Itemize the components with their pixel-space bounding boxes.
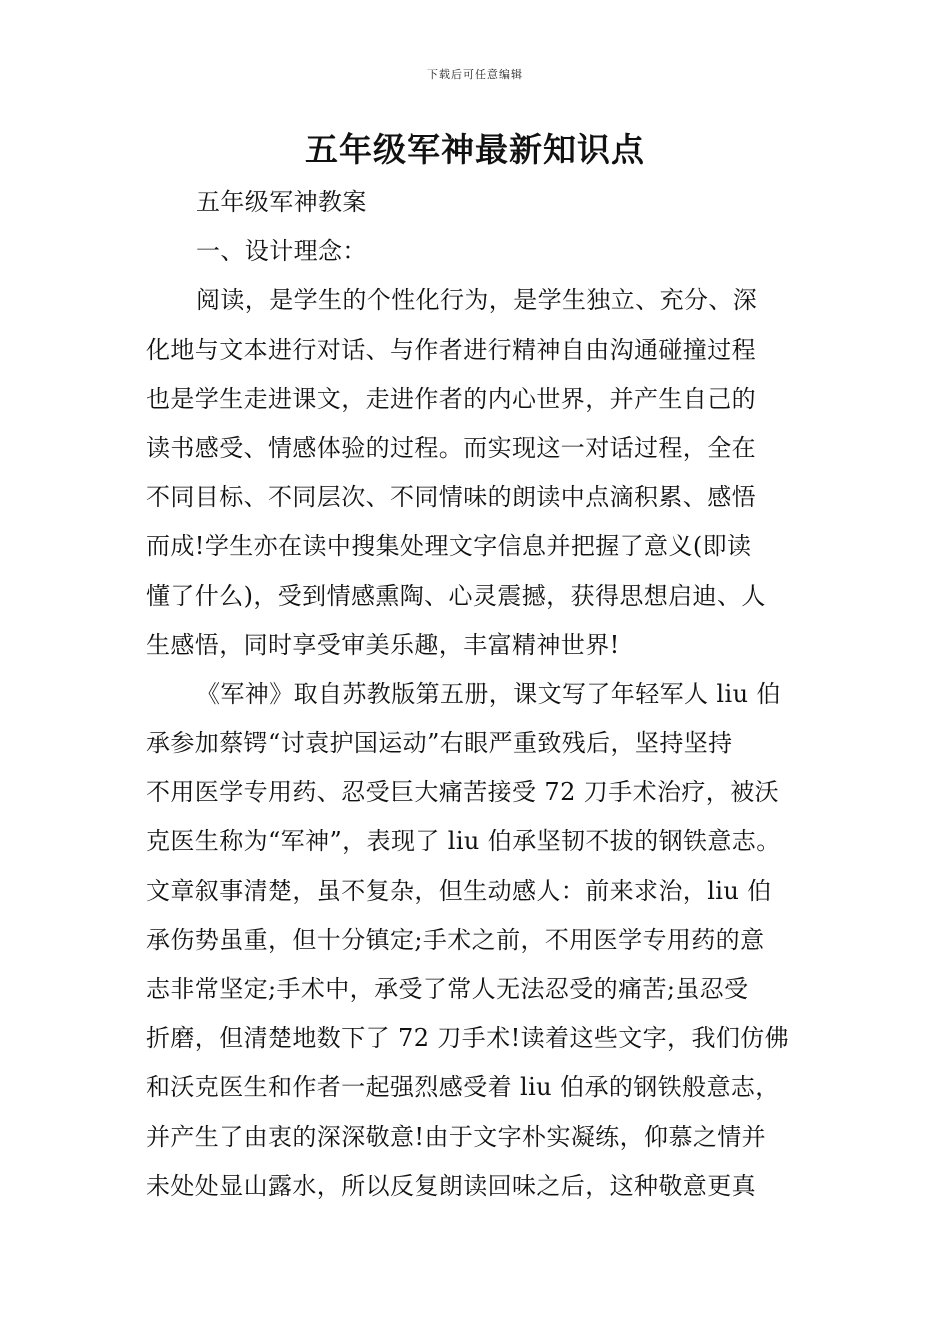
text-line: 承参加蔡锷“讨袁护国运动”右眼严重致残后，坚持坚持 xyxy=(146,729,733,758)
text-line: 文章叙事清楚，虽不复杂，但生动感人：前来求治，liu 伯 xyxy=(146,876,772,905)
text-line: 和沃克医生和作者一起强烈感受着 liu 伯承的钢铁般意志， xyxy=(146,1073,780,1102)
page-title: 五年级军神最新知识点 xyxy=(305,130,645,169)
text-line: 阅读，是学生的个性化行为，是学生独立、充分、深 xyxy=(196,286,758,315)
text-line: 生感悟，同时享受审美乐趣，丰富精神世界! xyxy=(146,630,620,659)
text-line: 《军神》取自苏教版第五册，课文写了年轻军人 liu 伯 xyxy=(196,679,781,708)
text-line: 而成!学生亦在读中搜集处理文字信息并把握了意义(即读 xyxy=(146,532,752,561)
text-line: 并产生了由衷的深深敬意!由于文字朴实凝练，仰慕之情并 xyxy=(146,1122,767,1151)
text-line: 化地与文本进行对话、与作者进行精神自由沟通碰撞过程 xyxy=(146,335,756,364)
text-line: 志非常坚定;手术中，承受了常人无法忍受的痛苦;虽忍受 xyxy=(146,975,749,1003)
text-line: 承伤势虽重，但十分镇定;手术之前，不用医学专用药的意 xyxy=(146,925,765,954)
text-line: 读书感受、情感体验的过程。而实现这一对话过程，全在 xyxy=(146,433,756,462)
text-line: 折磨，但清楚地数下了 72 刀手术!读着这些文字，我们仿佛 xyxy=(146,1024,790,1053)
text-line: 懂了什么)，受到情感熏陶、心灵震撼，获得思想启迪、人 xyxy=(146,581,766,610)
text-line: 一、设计理念： xyxy=(196,237,367,266)
text-line: 也是学生走进课文，走进作者的内心世界，并产生自己的 xyxy=(146,384,756,413)
text-line: 不同目标、不同层次、不同情味的朗读中点滴积累、感悟 xyxy=(146,483,756,512)
header-note: 下载后可任意编辑 xyxy=(427,68,523,81)
text-line: 五年级军神教案 xyxy=(196,188,367,216)
document-body xyxy=(146,178,816,1211)
text-line: 未处处显山露水，所以反复朗读回味之后，这种敬意更真 xyxy=(146,1171,756,1200)
text-line: 克医生称为“军神”，表现了 liu 伯承坚韧不拔的钢铁意志。 xyxy=(146,827,781,856)
text-line: 不用医学专用药、忍受巨大痛苦接受 72 刀手术治疗，被沃 xyxy=(146,778,779,807)
